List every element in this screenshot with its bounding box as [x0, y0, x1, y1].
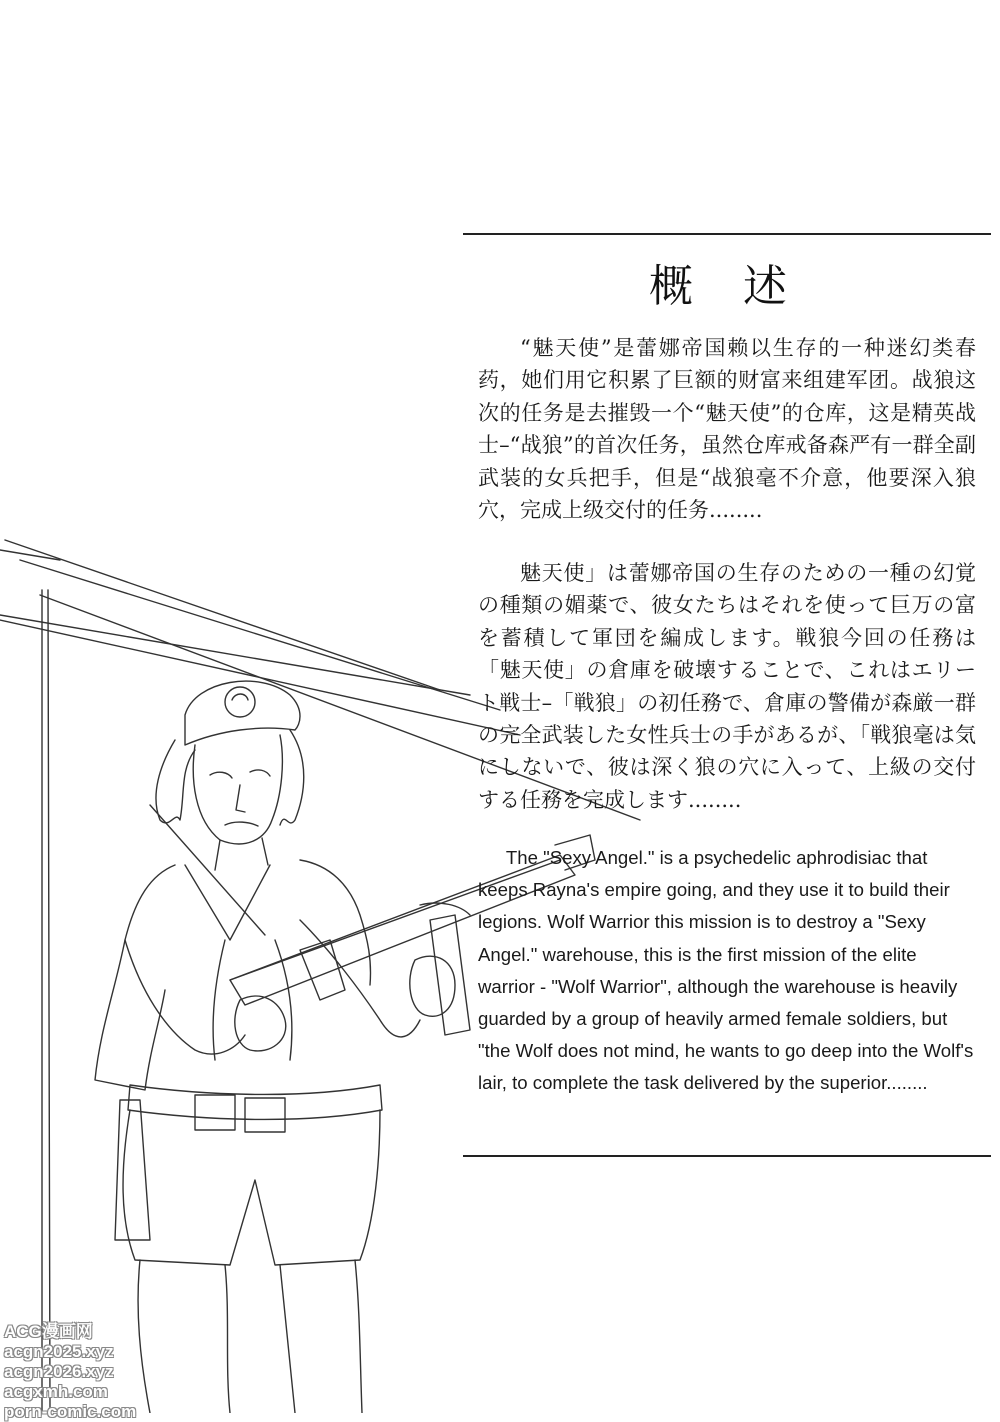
beret-badge [225, 687, 255, 717]
pouch [245, 1098, 285, 1132]
left-arm [125, 940, 245, 1054]
shorts [123, 1110, 380, 1265]
holster [115, 1100, 150, 1240]
pouch [195, 1095, 235, 1130]
watermark-line: porn-comic.com [4, 1402, 137, 1421]
watermark-line: ACG漫画网 [4, 1322, 93, 1341]
chinese-synopsis-paragraph: “魅天使”是蕾娜帝国赖以生存的一种迷幻类春药，她们用它积累了巨额的财富来组建军团。战狼这次的任务是去摧毁一个“魅天使”的仓库，这是精英战士–“战狼”的首次任务，虽然仓库戒备森严有一群全副武装的女兵把手，但是“战狼毫不介意，他要深入狼穴，完成上级交付的任务........ [478, 336, 976, 523]
hand [410, 956, 455, 1016]
hand [235, 996, 286, 1051]
site-watermark [4, 1322, 136, 1422]
gun-magazine [430, 915, 470, 1035]
neck [215, 838, 268, 870]
hair [156, 740, 195, 823]
watermark-line: acgxmh.com [4, 1382, 108, 1401]
jacket [300, 860, 371, 985]
right-arm [300, 920, 420, 1037]
background-line [20, 560, 500, 710]
watermark-line: acgn2026.xyz [4, 1362, 114, 1381]
beret [185, 681, 300, 745]
hair [280, 730, 304, 825]
jacket [95, 865, 175, 1090]
japanese-synopsis-paragraph: 魅天使」は蕾娜帝国の生存のための一種の幻覚の種類の媚薬で、彼女たちはそれを使って巨万の富を蓄積して軍団を編成します。戦狼今回の任務は「魅天使」の倉庫を破壊することで、これはエリート戦士–「戦狼」の初任務で、倉庫の警備が森厳一群の完全武装した女性兵士の手があるが、「戦狼毫は気にしないで、彼は深く狼の穴に入って、上級の交付する任務を完成します........ [478, 561, 976, 812]
top-divider-rule [463, 233, 991, 235]
leg [225, 1265, 230, 1413]
english-synopsis-paragraph: The "Sexy Angel." is a psychedelic aphrodisiac that keeps Rayna's empire going, and they use it to build their legions. Wolf Warrior this mission is to destroy a "Sexy Angel." warehouse, this is the first mission of the elite warrior - "Wolf Warrior", although the warehouse is heavily guarded by a group of heavily armed female soldiers, but "the Wolf does not mind, he wants to go deep into the Wolf's lair, to complete the task delivered by the superior........ [478, 847, 974, 1094]
background-line [48, 590, 50, 1413]
section-title: 概 述 [649, 261, 805, 312]
background-line [0, 550, 60, 560]
leg [355, 1260, 362, 1413]
background-line [150, 805, 265, 935]
leg [138, 1260, 150, 1413]
face [193, 735, 282, 844]
background-line [5, 540, 440, 690]
watermark-line: acgn2025.xyz [4, 1342, 114, 1361]
leg [280, 1265, 295, 1413]
belt [128, 1085, 382, 1119]
bottom-divider-rule [463, 1155, 991, 1157]
